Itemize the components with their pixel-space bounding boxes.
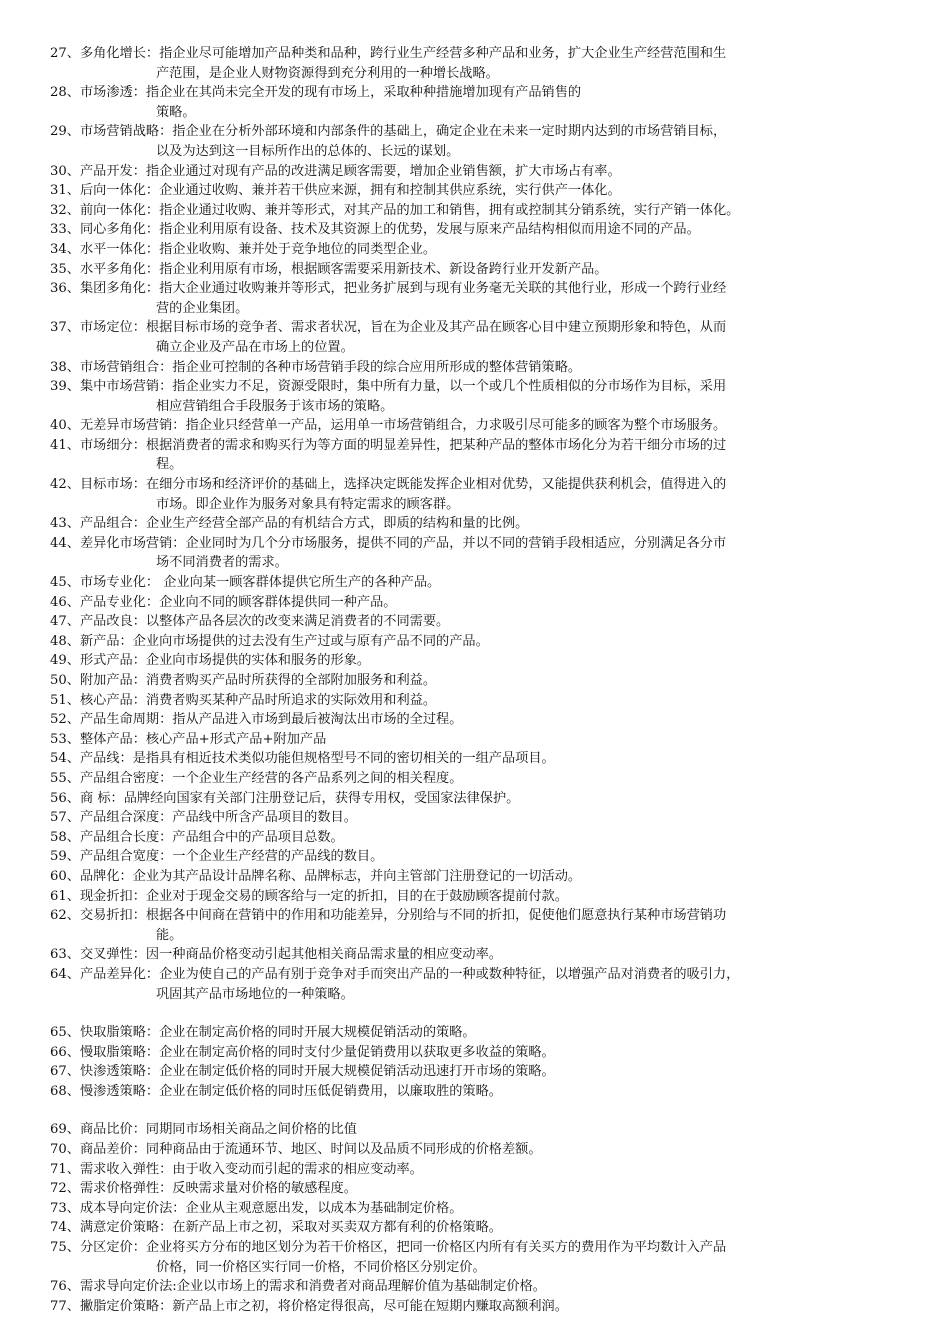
- term-entry: [50, 906, 920, 945]
- term-definition-line: 73、成本导向定价法：企业从主观意愿出发，以成本为基础制定价格。: [50, 1200, 463, 1216]
- term-definition-line: 29、市场营销战略：指企业在分析外部环境和内部条件的基础上，确定企业在未来一定时期内达到的市场营销目标，: [50, 124, 727, 140]
- term-definition-line: 65、快取脂策略：企业在制定高价格的同时开展大规模促销活动的策略。: [50, 1025, 476, 1041]
- term-entry: [50, 828, 920, 848]
- term-definition-line: 75、分区定价：企业将买方分布的地区划分为若干价格区，把同一价格区内所有有关买方的费用作为平均数计入产品: [50, 1240, 727, 1256]
- term-definition-line: 55、产品组合密度：一个企业生产经营的各产品系列之间的相关程度。: [50, 770, 463, 786]
- term-definition-continuation: 巩固其产品市场地位的一种策略。: [156, 986, 354, 1002]
- term-definition-line: 42、目标市场：在细分市场和经济评价的基础上，选择决定既能发挥企业相对优势，又能提供获利机会，值得进入的: [50, 477, 727, 493]
- term-entry: [50, 671, 920, 691]
- term-definition-line: 57、产品组合深度：产品线中所含产品项目的数目。: [50, 810, 357, 826]
- term-entry: [50, 1218, 920, 1238]
- term-definition-line: 64、产品差异化：企业为使自己的产品有别于竞争对手而突出产品的一种或数种特征，以增强产品对消费者的吸引力，: [50, 966, 740, 982]
- term-entry: [50, 240, 920, 260]
- term-definition-line: 62、交易折扣：根据各中间商在营销中的作用和功能差异，分别给与不同的折扣，促使他们愿意执行某种市场营销功: [50, 908, 727, 924]
- term-entry: [50, 181, 920, 201]
- term-definition-line: 71、需求收入弹性：由于收入变动而引起的需求的相应变动率。: [50, 1161, 423, 1177]
- term-definition-line: 63、交叉弹性：因一种商品价格变动引起其他相关商品需求量的相应变动率。: [50, 947, 502, 963]
- section-spacer: [50, 1004, 920, 1023]
- term-definition-line: 72、需求价格弹性：反映需求量对价格的敏感程度。: [50, 1181, 357, 1197]
- term-definition-continuation: 营的企业集团。: [156, 300, 249, 316]
- term-definition-line: 27、多角化增长：指企业尽可能增加产品种类和品种，跨行业生产经营多种产品和业务，扩大企业生产经营范围和生: [50, 46, 727, 61]
- term-definition-line: 51、核心产品：消费者购买某种产品时所追求的实际效用和利益。: [50, 692, 437, 708]
- term-definition-line: 36、集团多角化：指大企业通过收购兼并等形式，把业务扩展到与现有业务毫无关联的其他行业，形成一个跨行业经: [50, 281, 727, 297]
- term-entry: [50, 808, 920, 828]
- term-entry: [50, 83, 920, 122]
- term-entry: [50, 260, 920, 280]
- term-entry: [50, 1043, 920, 1063]
- term-entry: [50, 1297, 920, 1317]
- term-definition-line: 52、产品生命周期：指从产品进入市场到最后被淘汰出市场的全过程。: [50, 712, 463, 728]
- term-definition-line: 77、撇脂定价策略：新产品上市之初，将价格定得很高，尽可能在短期内赚取高额利润。: [50, 1298, 568, 1314]
- term-entry: [50, 1082, 920, 1102]
- term-definition-line: 47、产品改良：以整体产品各层次的改变来满足消费者的不同需要。: [50, 614, 450, 630]
- term-definition-line: 33、同心多角化：指企业利用原有设备、技术及其资源上的优势，发展与原来产品结构相似而用途不同的产品。: [50, 222, 700, 238]
- term-definition-line: 32、前向一体化：指企业通过收购、兼并等形式，对其产品的加工和销售，拥有或控制其分销系统，实行产销一体化。: [50, 202, 740, 218]
- term-definition-line: 61、现金折扣：企业对于现金交易的顾客给与一定的折扣，目的在于鼓励顾客提前付款。: [50, 888, 568, 904]
- term-definition-line: 31、后向一体化：企业通过收购、兼并若干供应来源，拥有和控制其供应系统，实行供产一体化。: [50, 183, 621, 199]
- term-definition-line: 28、市场渗透：指企业在其尚未完全开发的现有市场上，采取种种措施增加现有产品销售的: [50, 85, 582, 101]
- term-definition-continuation: 场不同消费者的需求。: [156, 555, 288, 571]
- term-definition-line: 59、产品组合宽度：一个企业生产经营的产品线的数目。: [50, 849, 384, 865]
- term-definition-line: 49、形式产品：企业向市场提供的实体和服务的形象。: [50, 653, 371, 669]
- term-definition-line: 54、产品线：是指具有相近技术类似功能但规格型号不同的密切相关的一组产品项目。: [50, 751, 555, 767]
- term-definition-line: 38、市场营销组合：指企业可控制的各种市场营销手段的综合应用所形成的整体营销策略。: [50, 359, 582, 375]
- term-entry: [50, 358, 920, 378]
- term-definition-line: 67、快渗透策略：企业在制定低价格的同时开展大规模促销活动迅速打开市场的策略。: [50, 1064, 555, 1080]
- term-definition-continuation: 程。: [156, 457, 183, 473]
- term-entry: [50, 887, 920, 907]
- term-definition-line: 69、商品比价：同期同市场相关商品之间价格的比值: [50, 1122, 357, 1138]
- term-definition-line: 56、商 标：品牌经向国家有关部门注册登记后，获得专用权，受国家法律保护。: [50, 790, 520, 806]
- term-definition-line: 53、整体产品：核心产品+形式产品+附加产品: [50, 731, 327, 747]
- term-entry: [50, 1179, 920, 1199]
- term-definition-line: 41、市场细分：根据消费者的需求和购买行为等方面的明显差异性，把某种产品的整体市场化分为若干细分市场的过: [50, 437, 727, 453]
- term-entry: [50, 593, 920, 613]
- term-definition-continuation: 价格，同一价格区实行同一价格，不同价格区分别定价。: [156, 1259, 486, 1275]
- term-definition-line: 66、慢取脂策略：企业在制定高价格的同时支付少量促销费用以获取更多收益的策略。: [50, 1044, 555, 1060]
- term-entry: [50, 965, 920, 1004]
- term-entry: [50, 730, 920, 750]
- term-definition-line: 50、附加产品：消费者购买产品时所获得的全部附加服务和利益。: [50, 673, 437, 688]
- term-entry: [50, 749, 920, 769]
- term-entry: [50, 710, 920, 730]
- term-definition-line: 30、产品开发：指企业通过对现有产品的改进满足顾客需要，增加企业销售额，扩大市场占有率。: [50, 163, 621, 179]
- term-entry: [50, 847, 920, 867]
- term-entry: [50, 789, 920, 809]
- term-entry: [50, 1062, 920, 1082]
- term-definition-line: 58、产品组合长度：产品组合中的产品项目总数。: [50, 829, 344, 845]
- term-entry: [50, 1023, 920, 1043]
- term-entry: [50, 279, 920, 318]
- term-entry: [50, 1277, 920, 1297]
- term-definition-line: 34、水平一体化：指企业收购、兼并处于竞争地位的同类型企业。: [50, 241, 437, 257]
- term-definition-line: 45、市场专业化： 企业向某一顾客群体提供它所生产的各种产品。: [50, 575, 441, 591]
- term-entry: [50, 691, 920, 711]
- term-entry: [50, 318, 920, 357]
- term-entry: [50, 162, 920, 182]
- term-definition-line: 44、差异化市场营销：企业同时为几个分市场服务，提供不同的产品，并以不同的营销手段相适应，分别满足各分市: [50, 535, 727, 551]
- term-definition-line: 74、满意定价策略：在新产品上市之初，采取对买卖双方都有利的价格策略。: [50, 1220, 502, 1236]
- term-definition-continuation: 策略。: [156, 104, 196, 120]
- term-entry: [50, 416, 920, 436]
- term-definition-continuation: 相应营销组合手段服务于该市场的策略。: [156, 398, 394, 414]
- term-entry: [50, 573, 920, 593]
- term-entry: [50, 220, 920, 240]
- term-entry: [50, 201, 920, 221]
- term-definition-continuation: 能。: [156, 927, 183, 943]
- term-definition-line: 39、集中市场营销：指企业实力不足，资源受限时，集中所有力量，以一个或几个性质相似的分市场作为目标，采用: [50, 379, 727, 395]
- term-entry: [50, 1140, 920, 1160]
- term-definition-line: 37、市场定位：根据目标市场的竞争者、需求者状况，旨在为企业及其产品在顾客心目中建立预期形象和特色，从而: [50, 320, 727, 336]
- term-entry: [50, 122, 920, 161]
- term-entry: [50, 44, 920, 83]
- term-entry: [50, 534, 920, 573]
- term-definition-continuation: 产范围，是企业人财物资源得到充分利用的一种增长战略。: [156, 65, 499, 81]
- term-entry: [50, 436, 920, 475]
- term-definition-line: 76、需求导向定价法:企业以市场上的需求和消费者对商品理解价值为基础制定价格。: [50, 1279, 546, 1295]
- term-definition-line: 35、水平多角化：指企业利用原有市场，根据顾客需要采用新技术、新设备跨行业开发新产品。: [50, 261, 608, 277]
- term-entry: [50, 1238, 920, 1277]
- term-definition-line: 70、商品差价：同种商品由于流通环节、地区、时间以及品质不同形成的价格差额。: [50, 1142, 542, 1158]
- term-definition-line: 48、新产品：企业向市场提供的过去没有生产过或与原有产品不同的产品。: [50, 633, 489, 649]
- term-definition-continuation: 确立企业及产品在市场上的位置。: [156, 339, 354, 355]
- term-definition-continuation: 市场。即企业作为服务对象具有特定需求的顾客群。: [156, 496, 460, 512]
- term-definition-continuation: 以及为达到这一目标所作出的总体的、长远的谋划。: [156, 143, 460, 159]
- term-entry: [50, 651, 920, 671]
- term-entry: [50, 1120, 920, 1140]
- term-entry: [50, 475, 920, 514]
- term-entry: [50, 612, 920, 632]
- term-entry: [50, 632, 920, 652]
- term-definition-line: 46、产品专业化：企业向不同的顾客群体提供同一种产品。: [50, 594, 397, 610]
- term-entry: [50, 377, 920, 416]
- term-definition-line: 60、品牌化：企业为其产品设计品牌名称、品牌标志，并向主管部门注册登记的一切活动。: [50, 868, 582, 884]
- term-definition-line: 68、慢渗透策略：企业在制定低价格的同时压低促销费用，以廉取胜的策略。: [50, 1083, 502, 1099]
- term-entry: [50, 514, 920, 534]
- term-definition-line: 40、无差异市场营销：指企业只经营单一产品，运用单一市场营销组合，力求吸引尽可能多的顾客为整个市场服务。: [50, 418, 727, 434]
- term-entry: [50, 769, 920, 789]
- section-spacer: [50, 1101, 920, 1120]
- term-entry: [50, 945, 920, 965]
- term-entry: [50, 867, 920, 887]
- term-entry: [50, 1199, 920, 1219]
- term-entry: [50, 1160, 920, 1180]
- term-definition-line: 43、产品组合：企业生产经营全部产品的有机结合方式，即质的结构和量的比例。: [50, 516, 529, 532]
